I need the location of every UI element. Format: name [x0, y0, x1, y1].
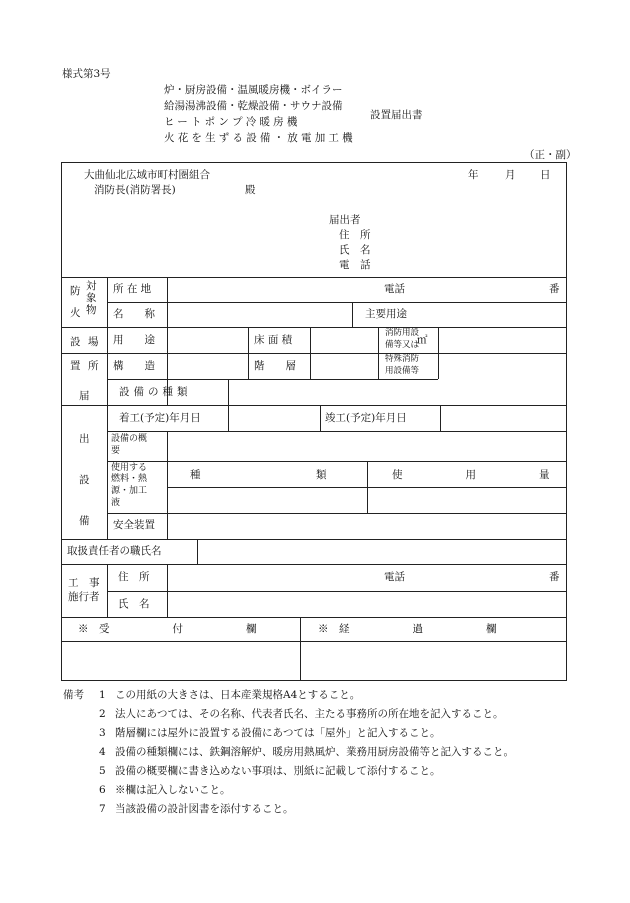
applicant-heading: 届出者: [329, 214, 361, 226]
contractor-phone-label: 電話: [384, 571, 405, 583]
notes-label: 備考: [63, 689, 84, 701]
note-item: 5 設備の概要欄に書き込めない事項は、別紙に記載して添付すること。: [99, 765, 441, 777]
title-line-1: 炉・厨房設備・温風暖房機・ボイラー: [164, 84, 343, 96]
form-title: [164, 82, 356, 146]
equipment-outline-label-1: 設備の概: [111, 434, 148, 444]
contractor-address-label: 住 所: [118, 571, 150, 583]
applicant-address-label: 住 所: [339, 229, 371, 241]
addressee-org: 大曲仙北広域市町村圏組合: [84, 169, 210, 181]
equipment-start-date-label: 着工(予定)年月日: [119, 412, 201, 424]
note-item: 3 階層欄には屋外に設置する設備にあつては「屋外」と記入すること。: [99, 727, 441, 739]
form-number: 様式第3号: [62, 68, 111, 80]
manager-label: 取扱責任者の職氏名: [67, 545, 162, 557]
target-side-2: 火: [70, 307, 81, 319]
date-month: 月: [505, 169, 516, 181]
copy-note: （正・副）: [524, 149, 577, 161]
reception-column-header: ※ 受 付 欄: [78, 623, 257, 635]
equipment-fuel-label-4: 液: [111, 498, 121, 508]
title-line-3: ヒートポンプ冷暖房機: [164, 116, 301, 128]
applicant-phone-label: 電 話: [339, 259, 371, 271]
equipment-type-label: 設備の種類: [119, 386, 192, 398]
site-floor-label: 階 層: [254, 360, 296, 372]
equipment-fuel-label-2: 燃料・熱: [111, 474, 148, 484]
site-fire-equipment-1: 消防用設: [385, 328, 420, 338]
equipment-safety-label: 安全装置: [113, 519, 155, 531]
note-item: 2 法人にあつては、その名称、代表者氏名、主たる事務所の所在地を記入すること。: [99, 708, 504, 720]
site-use-label: 用 途: [113, 334, 155, 346]
title-line-2: 給湯湯沸設備・乾燥設備・サウナ設備: [164, 100, 343, 112]
target-side-1: 防: [70, 285, 81, 297]
site-side-1: 設: [70, 336, 81, 348]
contractor-side-1: 工 事: [68, 577, 100, 589]
notes: [63, 686, 514, 819]
equipment-fuel-label-1: 使用する: [111, 463, 148, 473]
title-line-4: 火花を生ずる設備・放電加工機: [164, 132, 356, 144]
fuel-kind-header: 種 類: [190, 469, 327, 481]
addressee-honorific: 殿: [245, 184, 256, 196]
note-item: 7 当該設備の設計図書を添付すること。: [99, 803, 294, 815]
site-fire-equipment-2: 備等又は: [385, 340, 420, 350]
target-phone-suffix: 番: [549, 283, 560, 295]
addressee-chief: 消防長(消防署長): [94, 184, 176, 196]
site-fire-equipment-3: 特殊消防: [385, 354, 420, 364]
note-item: 備考 1 この用紙の大きさは、日本産業規格A4とすること。: [63, 686, 514, 705]
note-item: 6 ※欄は記入しないこと。: [99, 784, 231, 796]
target-name-label: 名 称: [113, 308, 155, 320]
target-side-5: 物: [86, 304, 97, 316]
site-structure-label: 構 造: [113, 360, 155, 372]
fuel-usage-header: 使 用 量: [392, 469, 550, 481]
equipment-side-4: 備: [79, 515, 90, 527]
note-item: 4 設備の種類欄には、鉄鋼溶解炉、暖房用熱風炉、業務用厨房設備等と記入すること。: [99, 746, 514, 758]
equipment-fuel-label-3: 源・加工: [111, 486, 148, 496]
target-main-use-label: 主要用途: [365, 308, 407, 320]
applicant-name-label: 氏 名: [339, 244, 371, 256]
date-day: 日: [540, 169, 551, 181]
target-side-4: 象: [86, 292, 97, 304]
application-form: [61, 162, 567, 681]
site-side-3: 場: [88, 336, 99, 348]
date-year: 年: [468, 169, 479, 181]
site-floor-area-label: 床 面 積: [254, 334, 293, 346]
title-suffix: 設置届出書: [370, 109, 423, 121]
equipment-side-2: 出: [79, 433, 90, 445]
site-area-unit: ㎡: [417, 334, 428, 346]
contractor-phone-suffix: 番: [549, 571, 560, 583]
equipment-completion-date-label: 竣工(予定)年月日: [325, 412, 407, 424]
contractor-name-label: 氏 名: [118, 598, 150, 610]
progress-column-header: ※ 経 過 欄: [318, 623, 497, 635]
site-fire-equipment-4: 用設備等: [385, 366, 420, 376]
site-side-4: 所: [88, 360, 99, 372]
contractor-side-2: 施行者: [68, 591, 100, 603]
target-side-3: 対: [86, 280, 97, 292]
site-side-2: 置: [70, 360, 81, 372]
target-phone-label: 電話: [384, 283, 405, 295]
equipment-side-1: 届: [79, 390, 90, 402]
target-location-label: 所 在 地: [113, 283, 152, 295]
equipment-side-3: 設: [79, 474, 90, 486]
equipment-outline-label-2: 要: [111, 446, 121, 456]
